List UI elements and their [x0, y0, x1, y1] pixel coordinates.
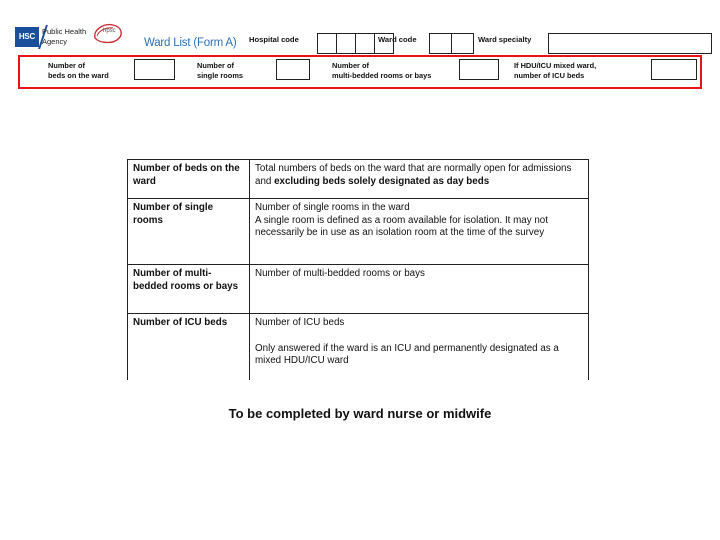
form-title: Ward List (Form A) [144, 37, 237, 49]
table-row [128, 314, 589, 380]
definition-text: Number of single rooms in the ward [255, 202, 410, 213]
hsc-logo: HSC [15, 27, 39, 47]
definition-term: Number of ICU beds [128, 314, 250, 380]
completion-instruction: To be completed by ward nurse or midwife [228, 406, 492, 421]
definition-text: Number of ICU beds [255, 317, 345, 328]
single-rooms-input[interactable] [276, 59, 310, 80]
icu-beds-label-line1: If HDU/ICU mixed ward, [514, 61, 597, 70]
beds-on-ward-label-line1: Number of [48, 61, 85, 70]
definition-term: Number of single rooms [128, 199, 250, 265]
hpsc-logo-text: hpsc [103, 28, 116, 34]
single-rooms-label-line1: Number of [197, 61, 234, 70]
beds-on-ward-input[interactable] [134, 59, 175, 80]
ward-specialty-input[interactable] [548, 33, 712, 54]
definition-term: Number of beds on the ward [128, 160, 250, 199]
table-row [128, 265, 589, 314]
ward-code-cell[interactable] [452, 34, 473, 53]
hospital-code-cell[interactable] [337, 34, 356, 53]
agency-name-line1: Public Health [42, 27, 87, 36]
multi-bedded-rooms-label [332, 61, 431, 80]
single-rooms-label [197, 61, 243, 80]
icu-beds-label-line2: number of ICU beds [514, 70, 585, 80]
definition-description [250, 199, 589, 265]
definitions-table [127, 159, 589, 380]
ward-specialty-label: Ward specialty [478, 35, 532, 44]
multi-bedded-rooms-label-line1: Number of [332, 61, 369, 70]
icu-beds-label [514, 61, 596, 80]
agency-name [42, 27, 86, 46]
definition-text: Number of multi-bedded rooms or bays [255, 268, 425, 279]
definition-text: A single room is defined as a room available for isolation. It may not necessarily be in use as an isolation room at the time of the survey [255, 214, 548, 239]
definition-text: Only answered if the ward is an ICU and permanently designated as a mixed HDU/ICU ward [255, 342, 559, 367]
ward-specialty-cell[interactable] [549, 34, 711, 53]
hospital-code-cell[interactable] [356, 34, 375, 53]
ward-code-label: Ward code [378, 35, 417, 44]
beds-on-ward-label-line2: beds on the ward [48, 70, 109, 80]
ward-code-input[interactable] [429, 33, 474, 54]
table-row [128, 199, 589, 265]
table-row [128, 160, 589, 199]
hospital-code-cell[interactable] [318, 34, 337, 53]
definition-description [250, 160, 589, 199]
beds-on-ward-label [48, 61, 109, 80]
agency-name-line2: Agency [42, 36, 68, 46]
definition-description [250, 265, 589, 314]
definition-term: Number of multi-bedded rooms or bays [128, 265, 250, 314]
multi-bedded-rooms-label-line2: multi-bedded rooms or bays [332, 70, 432, 80]
icu-beds-input[interactable] [651, 59, 697, 80]
definition-emphasis: excluding beds solely designated as day beds [274, 175, 490, 187]
hospital-code-label: Hospital code [249, 35, 299, 44]
multi-bedded-rooms-input[interactable] [459, 59, 499, 80]
definition-text: Total numbers of beds on the ward that are normally open for admissions and [255, 163, 572, 187]
single-rooms-label-line2: single rooms [197, 70, 243, 80]
ward-code-cell[interactable] [430, 34, 452, 53]
definition-description [250, 314, 589, 380]
